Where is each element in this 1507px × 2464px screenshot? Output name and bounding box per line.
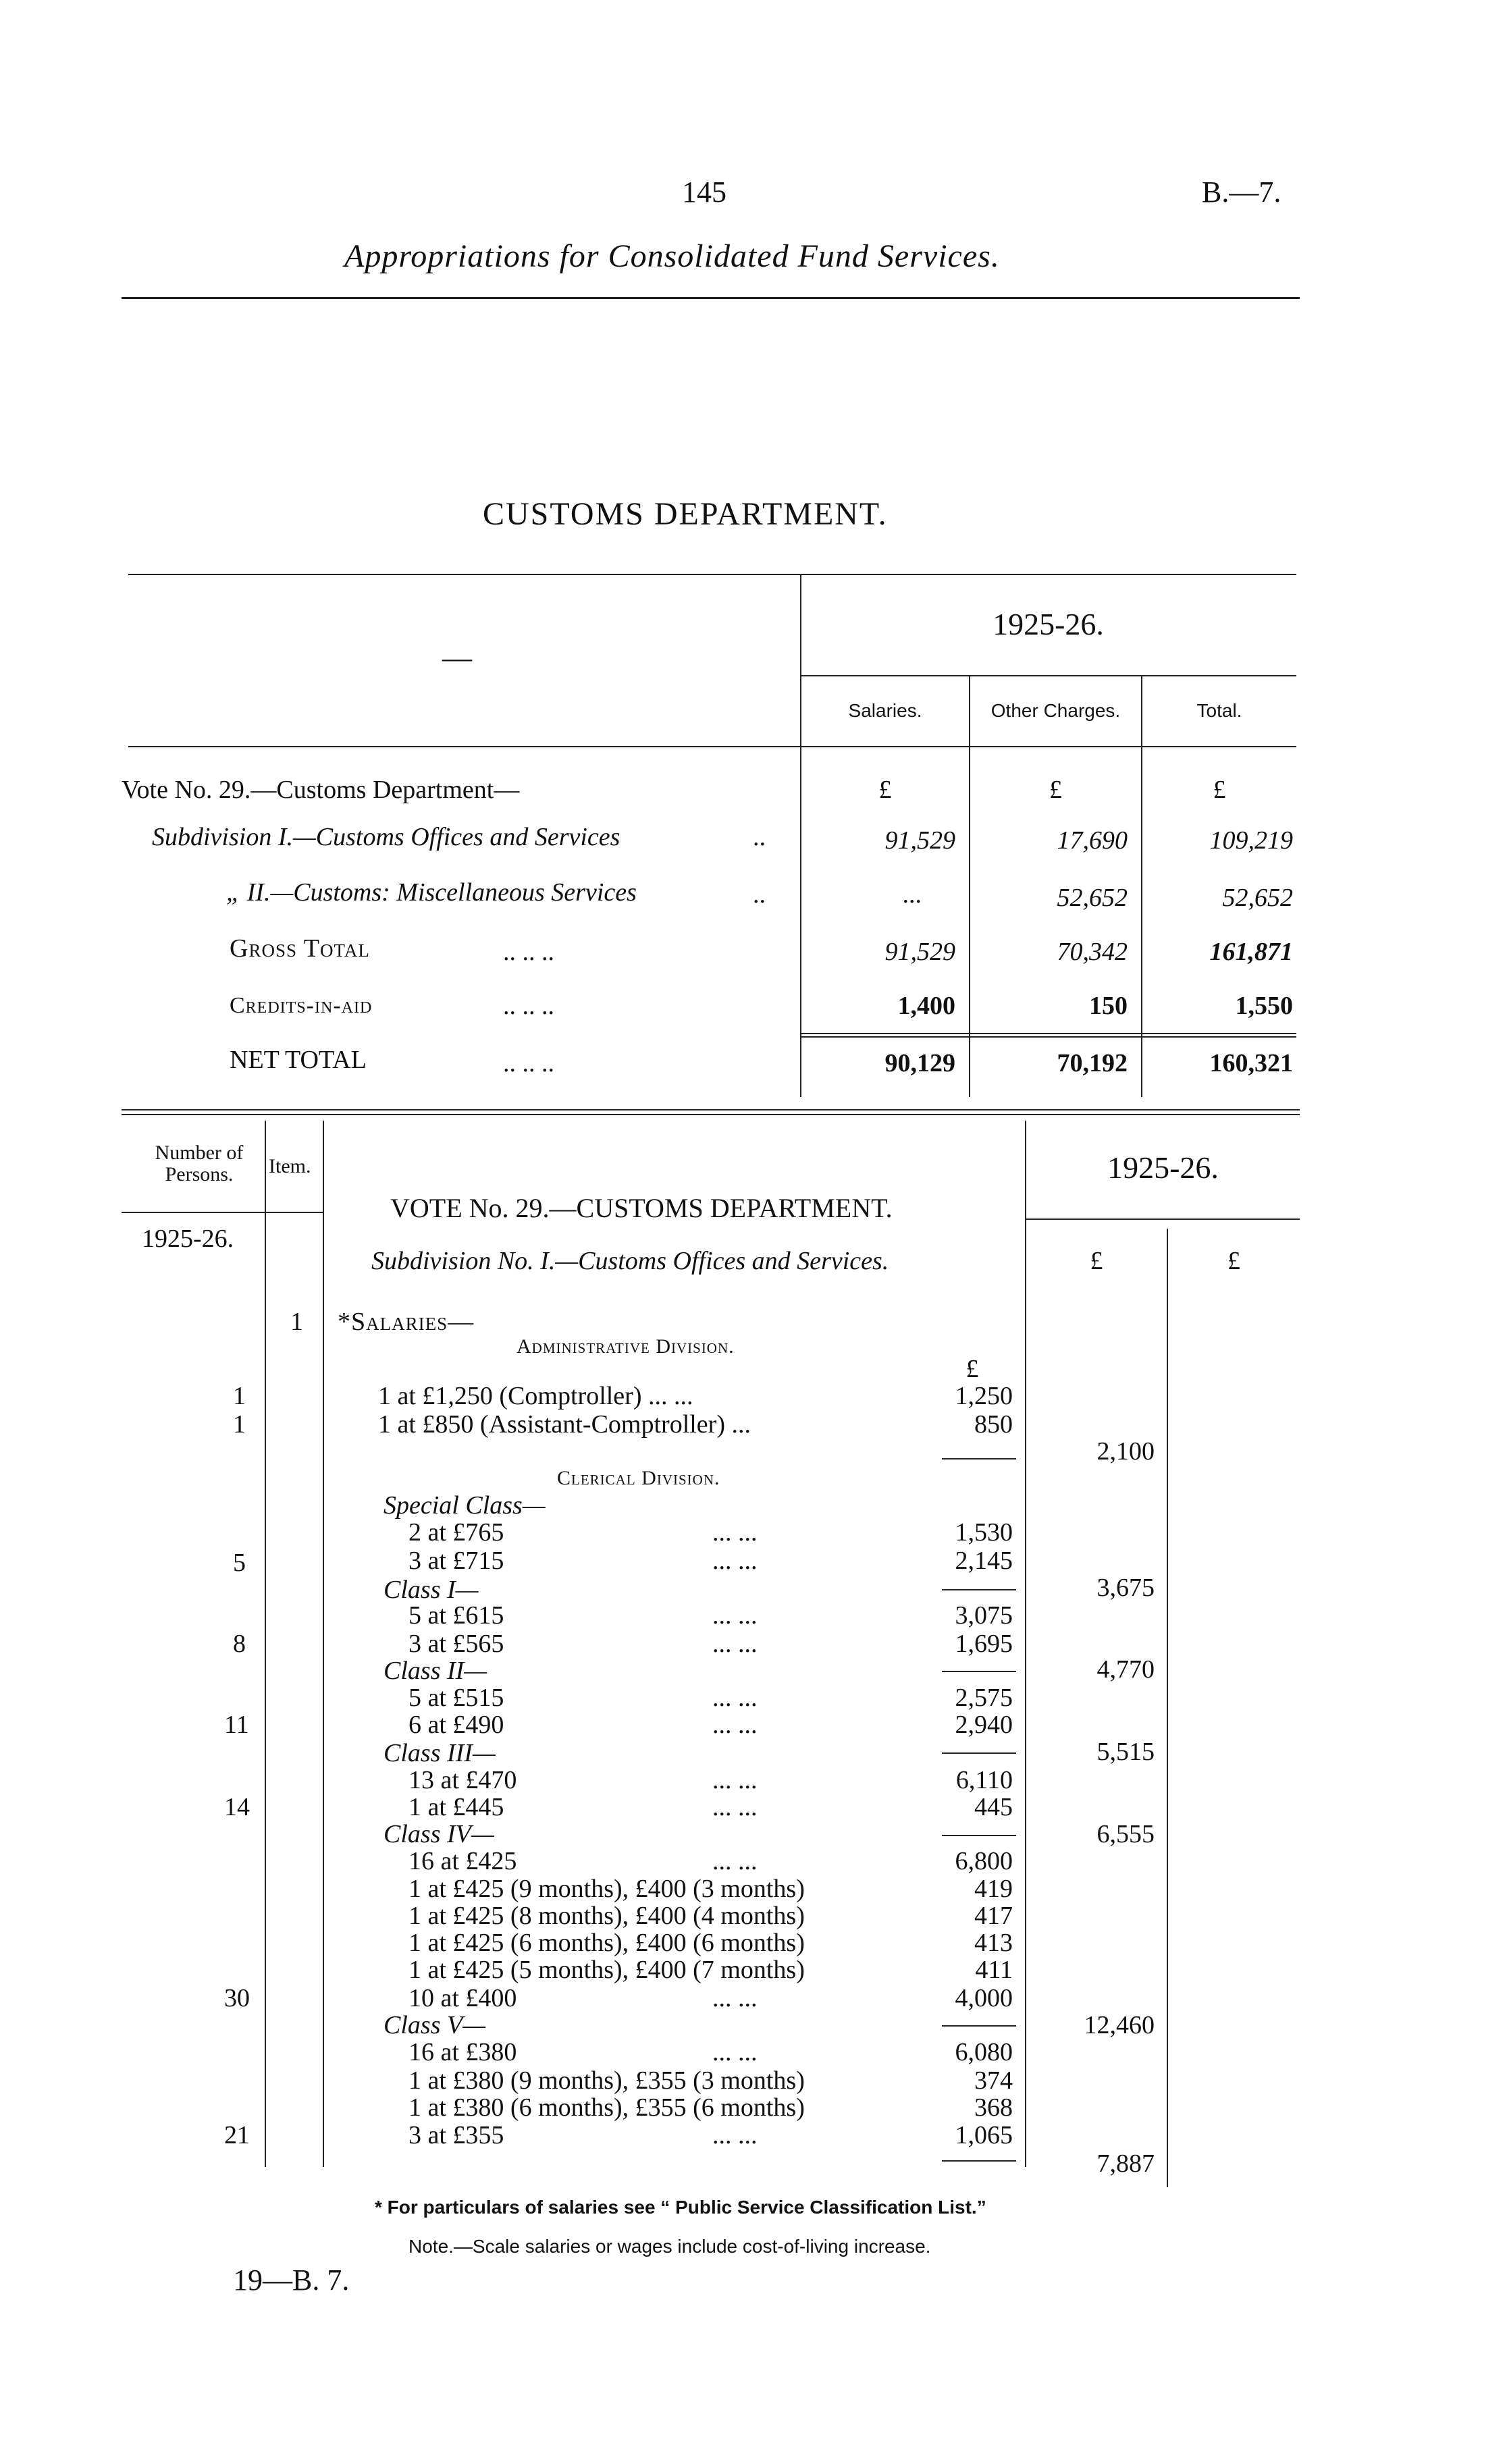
salary-line: 1 at £380 (6 months), £355 (6 months) xyxy=(408,2093,805,2122)
salary-amount: 445 xyxy=(974,1793,1013,1821)
currency-symbol: £ xyxy=(1213,776,1226,804)
salary-line: 10 at £400 xyxy=(408,1984,517,2012)
other-charges-value: 52,652 xyxy=(1057,884,1128,912)
other-charges-value: 70,192 xyxy=(1057,1049,1128,1077)
leader-dots: ... ... xyxy=(712,1766,758,1794)
row-label: Gross Total xyxy=(230,934,370,963)
subtotal: 2,100 xyxy=(1096,1437,1155,1466)
row-label: Subdivision I.—Customs Offices and Services xyxy=(152,823,620,851)
salary-line: 5 at £515 xyxy=(408,1684,504,1712)
header-rule xyxy=(122,297,1300,299)
leader-dots: ... ... xyxy=(712,1630,758,1658)
leader-dots: ... ... xyxy=(712,1711,758,1739)
salary-line: 1 at £850 (Assistant-Comptroller) ... xyxy=(378,1410,751,1439)
page-subtitle: Appropriations for Consolidated Fund Services. xyxy=(344,238,1000,274)
class-heading: Class II— xyxy=(384,1657,487,1685)
class-heading: Special Class— xyxy=(384,1491,546,1520)
page-number: 145 xyxy=(682,176,726,209)
total-rule xyxy=(800,1036,1296,1038)
salary-line: 6 at £490 xyxy=(408,1711,504,1739)
leader-dots: ... ... xyxy=(712,1547,758,1575)
salary-line: 3 at £715 xyxy=(408,1547,504,1575)
section-double-rule xyxy=(122,1114,1300,1115)
total-value: 52,652 xyxy=(1222,884,1293,912)
class-heading: Class V— xyxy=(384,2011,485,2039)
class-heading: Class IV— xyxy=(384,1820,494,1848)
other-charges-value: 17,690 xyxy=(1057,826,1128,855)
leader-dots: ... ... xyxy=(712,1984,758,2012)
salary-line: 1 at £445 xyxy=(408,1793,504,1821)
sum-rule xyxy=(942,1458,1016,1459)
salary-line: 3 at £355 xyxy=(408,2121,504,2149)
sum-rule xyxy=(942,2025,1016,2027)
leader-dots: ... ... xyxy=(712,2038,758,2066)
salary-line: 1 at £1,250 (Comptroller) ... ... xyxy=(378,1382,693,1410)
column-rule xyxy=(1167,1229,1168,2187)
salary-amount: 413 xyxy=(974,1929,1013,1957)
sum-rule xyxy=(942,1671,1016,1672)
salary-line: 13 at £470 xyxy=(408,1766,517,1794)
persons-count: 8 xyxy=(233,1630,246,1658)
salaries-value: 91,529 xyxy=(884,938,955,966)
detail-year: 1925-26. xyxy=(1107,1150,1219,1185)
row-dots: .. .. .. xyxy=(503,938,554,966)
col-salaries: Salaries. xyxy=(848,700,922,721)
salary-amount: 417 xyxy=(974,1902,1013,1930)
class-heading: Class I— xyxy=(384,1576,479,1604)
column-rule xyxy=(323,1121,324,2167)
col-total: Total. xyxy=(1196,700,1242,721)
subtotal: 3,675 xyxy=(1096,1574,1155,1602)
leader-dots: ... ... xyxy=(712,2121,758,2149)
row-dots: .. .. .. xyxy=(503,1049,554,1077)
stub-dash: — xyxy=(442,641,472,674)
salary-line: 3 at £565 xyxy=(408,1630,504,1658)
salary-line: 1 at £425 (6 months), £400 (6 months) xyxy=(408,1929,805,1957)
salary-line: 16 at £425 xyxy=(408,1847,517,1875)
salary-line: 1 at £425 (8 months), £400 (4 months) xyxy=(408,1902,805,1930)
sum-rule xyxy=(942,2160,1016,2162)
salary-amount: 2,575 xyxy=(955,1684,1013,1712)
salary-amount: 1,065 xyxy=(955,2121,1013,2149)
leader-dots: ... ... xyxy=(712,1518,758,1547)
salary-line: 5 at £615 xyxy=(408,1601,504,1630)
salary-amount: 2,145 xyxy=(955,1547,1013,1575)
salary-amount: 411 xyxy=(975,1956,1013,1984)
salary-amount: 419 xyxy=(974,1875,1013,1903)
subtotal: 6,555 xyxy=(1096,1820,1155,1848)
leader-dots: ... ... xyxy=(712,1684,758,1712)
column-rule xyxy=(265,1121,266,2167)
row-dots: .. .. .. xyxy=(503,992,554,1020)
column-rule xyxy=(1025,1121,1026,2167)
note: Note.—Scale salaries or wages include cost-of-living increase. xyxy=(408,2236,931,2257)
leader-dots: ... ... xyxy=(712,1847,758,1875)
subtotal: 5,515 xyxy=(1096,1738,1155,1766)
subtotal: 4,770 xyxy=(1096,1655,1155,1684)
persons-count: 21 xyxy=(224,2121,250,2149)
footnote: * For particulars of salaries see “ Public Service Classification List.” xyxy=(375,2197,986,2218)
leader-dots: ... ... xyxy=(712,1793,758,1821)
sum-rule xyxy=(942,1835,1016,1836)
total-value: 160,321 xyxy=(1209,1049,1293,1077)
total-value: 161,871 xyxy=(1209,938,1293,966)
currency-symbol: £ xyxy=(1049,776,1062,804)
summary-top-rule xyxy=(128,574,1296,575)
currency-symbol: £ xyxy=(966,1355,979,1383)
salary-amount: 6,800 xyxy=(955,1847,1013,1875)
persons-count: 14 xyxy=(224,1793,250,1821)
header-rule xyxy=(122,1212,323,1213)
salaries-value: ... xyxy=(902,880,922,909)
persons-count: 11 xyxy=(224,1711,249,1739)
subtotal: 7,887 xyxy=(1096,2149,1155,2178)
row-dots: .. xyxy=(753,823,766,851)
header-rule xyxy=(1025,1218,1300,1220)
salary-amount: 374 xyxy=(974,2066,1013,2095)
currency-symbol: £ xyxy=(1227,1247,1240,1275)
section-double-rule xyxy=(122,1109,1300,1110)
year-rule xyxy=(800,675,1296,676)
col-other-charges: Other Charges. xyxy=(990,700,1121,721)
header-bottom-rule xyxy=(128,746,1296,747)
persons-count: 5 xyxy=(233,1549,246,1577)
salary-amount: 368 xyxy=(974,2093,1013,2122)
salary-amount: 850 xyxy=(974,1410,1013,1439)
total-value: 1,550 xyxy=(1235,992,1293,1020)
row-label: „ II.—Customs: Miscellaneous Services xyxy=(226,878,637,907)
vote-title: VOTE No. 29.—CUSTOMS DEPARTMENT. xyxy=(390,1193,893,1223)
persons-count: 30 xyxy=(224,1984,250,2012)
salary-amount: 4,000 xyxy=(955,1984,1013,2012)
salary-line: 1 at £425 (9 months), £400 (3 months) xyxy=(408,1875,805,1903)
total-value: 109,219 xyxy=(1209,826,1293,855)
salaries-heading: *Salaries— xyxy=(338,1308,475,1336)
summary-divider xyxy=(800,574,801,1097)
other-charges-value: 150 xyxy=(1089,992,1128,1020)
other-charges-value: 70,342 xyxy=(1057,938,1128,966)
salaries-value: 91,529 xyxy=(884,826,955,855)
salary-amount: 6,110 xyxy=(955,1766,1013,1794)
salary-line: 16 at £380 xyxy=(408,2038,517,2066)
salary-line: 2 at £765 xyxy=(408,1518,504,1547)
footer-reference: 19—B. 7. xyxy=(233,2264,350,2297)
col-number-of-persons: Number of Persons. xyxy=(155,1142,244,1185)
vote-label: Vote No. 29.—Customs Department— xyxy=(122,776,520,804)
clerical-division-heading: Clerical Division. xyxy=(557,1467,720,1489)
col-item: Item. xyxy=(269,1155,311,1177)
administrative-division-heading: Administrative Division. xyxy=(517,1335,735,1358)
item-number: 1 xyxy=(290,1308,303,1336)
salary-amount: 1,530 xyxy=(955,1518,1013,1547)
sum-rule xyxy=(942,1589,1016,1590)
row-dots: .. xyxy=(753,880,766,909)
row-label: Credits-in-aid xyxy=(230,993,373,1018)
persons-count: 1 xyxy=(233,1410,246,1439)
total-rule xyxy=(800,1033,1296,1034)
sum-rule xyxy=(942,1752,1016,1754)
currency-symbol: £ xyxy=(1090,1247,1103,1275)
salaries-value: 1,400 xyxy=(897,992,955,1020)
class-heading: Class III— xyxy=(384,1739,496,1767)
salary-amount: 3,075 xyxy=(955,1601,1013,1630)
salary-amount: 1,250 xyxy=(955,1382,1013,1410)
summary-year: 1925-26. xyxy=(993,607,1104,641)
persons-year: 1925-26. xyxy=(142,1225,234,1253)
subtotal: 12,460 xyxy=(1084,2011,1155,2039)
department-title: CUSTOMS DEPARTMENT. xyxy=(483,496,888,532)
salary-amount: 6,080 xyxy=(955,2038,1013,2066)
subdivision-title: Subdivision No. I.—Customs Offices and Services. xyxy=(371,1247,889,1275)
document-reference: B.—7. xyxy=(1202,176,1281,209)
row-label: NET TOTAL xyxy=(230,1046,367,1074)
salaries-value: 90,129 xyxy=(884,1049,955,1077)
salary-line: 1 at £425 (5 months), £400 (7 months) xyxy=(408,1956,805,1984)
salary-line: 1 at £380 (9 months), £355 (3 months) xyxy=(408,2066,805,2095)
persons-count: 1 xyxy=(233,1382,246,1410)
salary-amount: 1,695 xyxy=(955,1630,1013,1658)
currency-symbol: £ xyxy=(878,776,892,804)
leader-dots: ... ... xyxy=(712,1601,758,1630)
salary-amount: 2,940 xyxy=(955,1711,1013,1739)
